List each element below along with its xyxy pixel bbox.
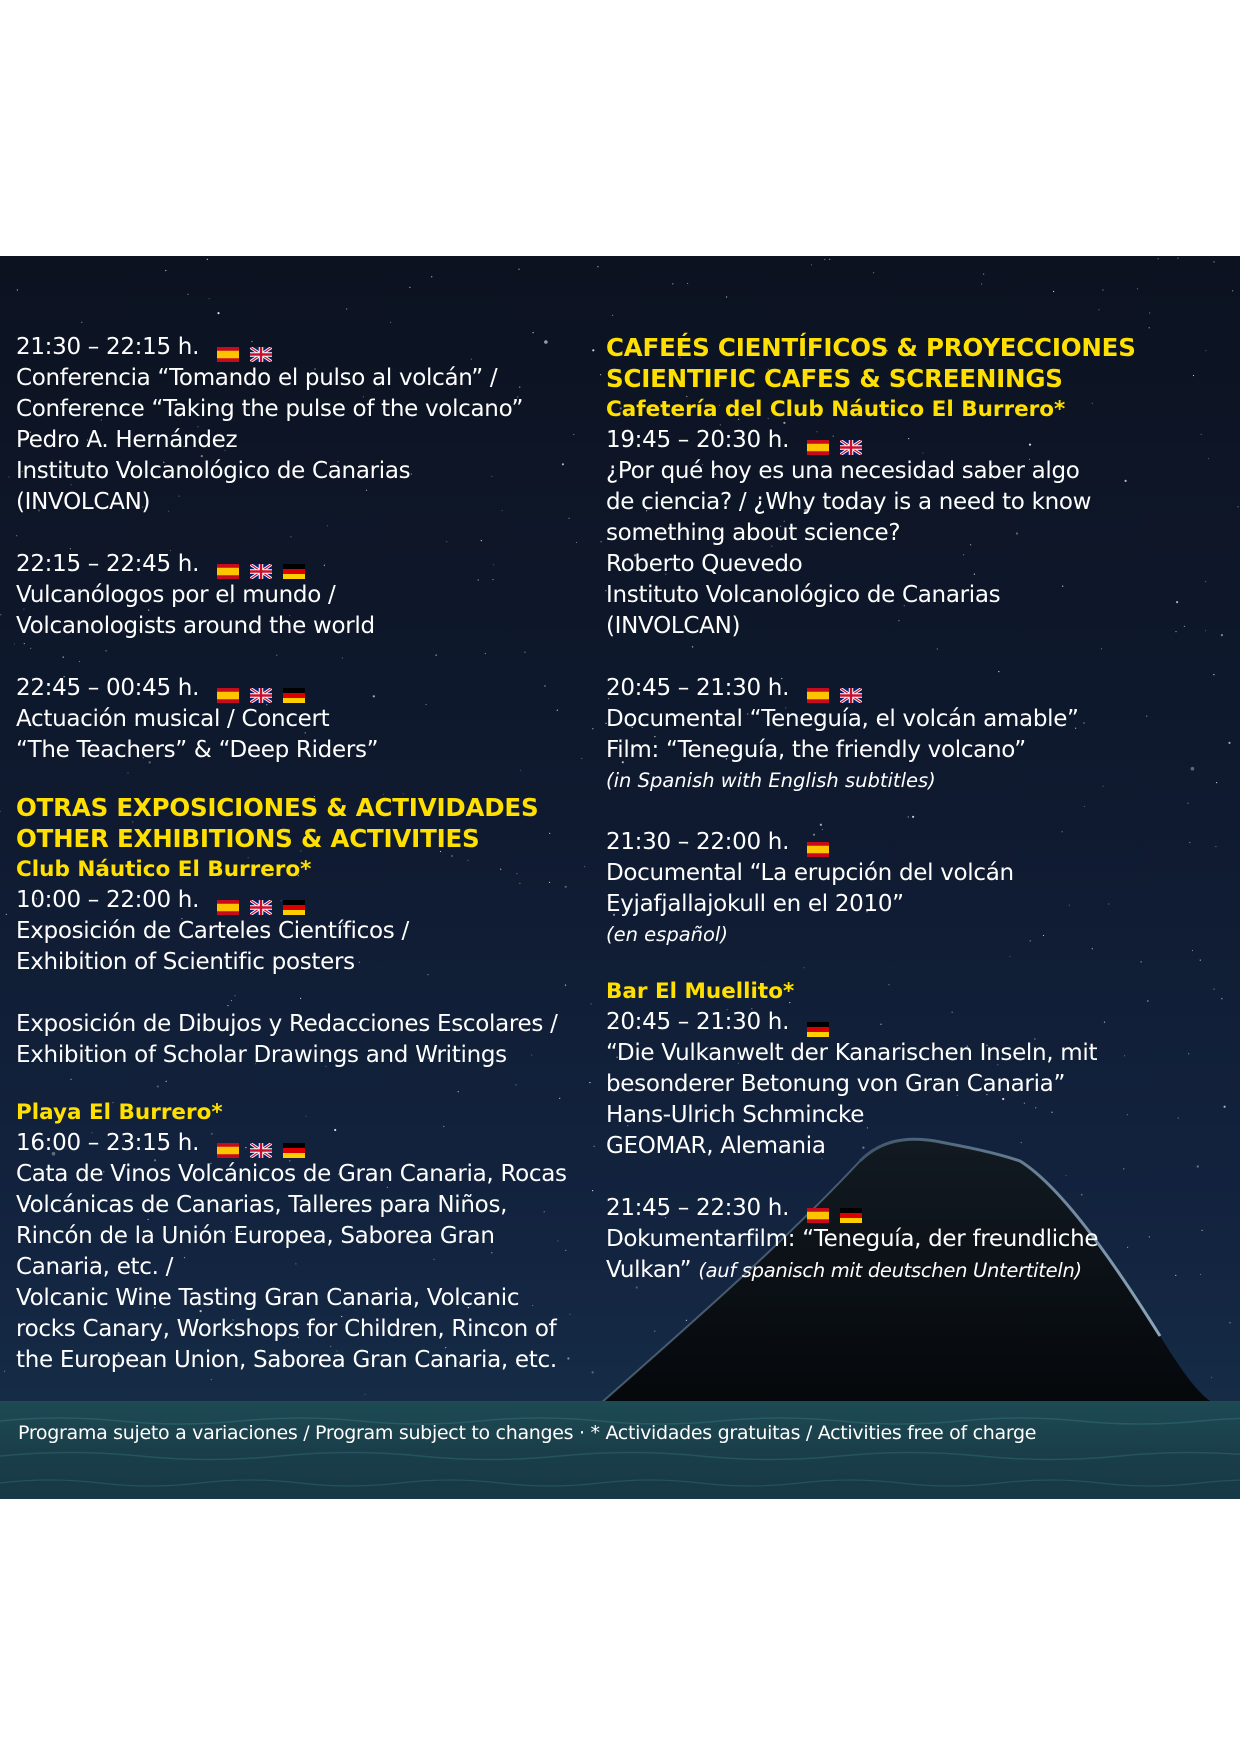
language-flags: [799, 433, 865, 448]
speaker-name: Hans-Ulrich Schmincke: [606, 1102, 865, 1128]
language-flags: [799, 1015, 832, 1030]
uk-flag-icon: [250, 340, 272, 355]
section-title: SCIENTIFIC CAFES & SCREENINGS: [606, 364, 1063, 393]
event-time: 16:00 – 23:15 h.: [16, 1128, 606, 1159]
spain-flag-icon: [217, 1136, 239, 1151]
event-line: Exposición de Carteles Científicos /: [16, 918, 409, 944]
event-line: de ciencia? / ¿Why today is a need to know: [606, 489, 1092, 515]
venue-title: Bar El Muellito*: [606, 979, 795, 1004]
event-line: the European Union, Saborea Gran Canaria, etc.: [16, 1347, 557, 1373]
program-panel: [0, 256, 1240, 1499]
spain-flag-icon: [807, 1201, 829, 1216]
event-line: Dokumentarfilm: “Teneguía, der freundliche: [606, 1226, 1099, 1252]
event-time: 22:15 – 22:45 h.: [16, 549, 606, 580]
event-line: Volcanologists around the world: [16, 613, 375, 639]
germany-flag-icon: [283, 557, 305, 572]
uk-flag-icon: [250, 681, 272, 696]
event-time: 21:30 – 22:00 h.: [606, 827, 1236, 858]
language-flags: [209, 893, 308, 908]
sea-band: [0, 1401, 1240, 1499]
language-flags: [799, 681, 865, 696]
spain-flag-icon: [217, 681, 239, 696]
section-title: OTRAS EXPOSICIONES & ACTIVIDADES: [16, 793, 539, 822]
event-time: 20:45 – 21:30 h.: [606, 1007, 1236, 1038]
event-line: rocks Canary, Workshops for Children, Rincon of: [16, 1316, 557, 1342]
spain-flag-icon: [217, 557, 239, 572]
venue-title: Playa El Burrero*: [16, 1100, 223, 1125]
section-title: CAFEÉS CIENTÍFICOS & PROYECCIONES: [606, 333, 1136, 362]
venue-title: Club Náutico El Burrero*: [16, 857, 312, 882]
speaker-name: Roberto Quevedo: [606, 551, 803, 577]
germany-flag-icon: [283, 893, 305, 908]
uk-flag-icon: [250, 1136, 272, 1151]
event-line: Exhibition of Scholar Drawings and Writings: [16, 1042, 507, 1068]
event-line: Volcánicas de Canarias, Talleres para Niños,: [16, 1192, 508, 1218]
section-title: OTHER EXHIBITIONS & ACTIVITIES: [16, 824, 480, 853]
event-line: ¿Por qué hoy es una necesidad saber algo: [606, 458, 1080, 484]
event-note: (en español): [606, 923, 728, 946]
event-line: Exposición de Dibujos y Redacciones Escolares /: [16, 1011, 558, 1037]
language-flags: [209, 681, 308, 696]
institution: Instituto Volcanológico de Canarias: [606, 582, 1001, 608]
language-flags: [209, 557, 308, 572]
institution: Instituto Volcanológico de Canarias: [16, 458, 411, 484]
event-line: “The Teachers” & “Deep Riders”: [16, 737, 379, 763]
venue-title: Cafetería del Club Náutico El Burrero*: [606, 397, 1066, 422]
event-line: Conference “Taking the pulse of the volcano”: [16, 396, 524, 422]
event-time: 19:45 – 20:30 h.: [606, 425, 1236, 456]
left-column: [16, 332, 606, 1376]
institution: (INVOLCAN): [16, 489, 151, 515]
germany-flag-icon: [840, 1201, 862, 1216]
uk-flag-icon: [840, 433, 862, 448]
spain-flag-icon: [807, 433, 829, 448]
uk-flag-icon: [250, 557, 272, 572]
event-line: Cata de Vinos Volcánicos de Gran Canaria, Rocas: [16, 1161, 567, 1187]
event-time: 10:00 – 22:00 h.: [16, 885, 606, 916]
sea-waves: [0, 1401, 1240, 1499]
uk-flag-icon: [840, 681, 862, 696]
language-flags: [209, 1136, 308, 1151]
event-line: Eyjafjallajokull en el 2010”: [606, 891, 904, 917]
germany-flag-icon: [807, 1015, 829, 1030]
footer-note: Programa sujeto a variaciones / Program subject to changes · * Actividades gratuitas / Activities free of charge: [18, 1422, 1037, 1444]
spain-flag-icon: [807, 835, 829, 850]
event-line: Exhibition of Scientific posters: [16, 949, 355, 975]
language-flags: [209, 340, 275, 355]
event-line: something about science?: [606, 520, 901, 546]
spain-flag-icon: [807, 681, 829, 696]
event-line: “Die Vulkanwelt der Kanarischen Inseln, mit: [606, 1040, 1098, 1066]
event-time: 21:30 – 22:15 h.: [16, 332, 606, 363]
institution: GEOMAR, Alemania: [606, 1133, 826, 1159]
event-line: Vulcanólogos por el mundo /: [16, 582, 336, 608]
event-note: (in Spanish with English subtitles): [606, 769, 936, 792]
event-time: 22:45 – 00:45 h.: [16, 673, 606, 704]
language-flags: [799, 1201, 865, 1216]
event-line: besonderer Betonung von Gran Canaria”: [606, 1071, 1066, 1097]
event-line: Documental “Teneguía, el volcán amable”: [606, 706, 1079, 732]
germany-flag-icon: [283, 1136, 305, 1151]
language-flags: [799, 835, 832, 850]
right-column: [606, 332, 1236, 1286]
event-line: Canaria, etc. /: [16, 1254, 174, 1280]
speaker-name: Pedro A. Hernández: [16, 427, 238, 453]
event-line: Volcanic Wine Tasting Gran Canaria, Volcanic: [16, 1285, 520, 1311]
event-line: Rincón de la Unión Europea, Saborea Gran: [16, 1223, 495, 1249]
uk-flag-icon: [250, 893, 272, 908]
event-time: 20:45 – 21:30 h.: [606, 673, 1236, 704]
event-line: Documental “La erupción del volcán: [606, 860, 1014, 886]
event-time: 21:45 – 22:30 h.: [606, 1193, 1236, 1224]
event-line: Vulkan” (auf spanisch mit deutschen Untertiteln): [606, 1257, 1082, 1283]
spain-flag-icon: [217, 340, 239, 355]
germany-flag-icon: [283, 681, 305, 696]
spain-flag-icon: [217, 893, 239, 908]
event-note: (auf spanisch mit deutschen Untertiteln): [698, 1259, 1082, 1282]
event-line: Conferencia “Tomando el pulso al volcán” /: [16, 365, 498, 391]
event-line: Actuación musical / Concert: [16, 706, 330, 732]
event-line: Film: “Teneguía, the friendly volcano”: [606, 737, 1026, 763]
institution: (INVOLCAN): [606, 613, 741, 639]
